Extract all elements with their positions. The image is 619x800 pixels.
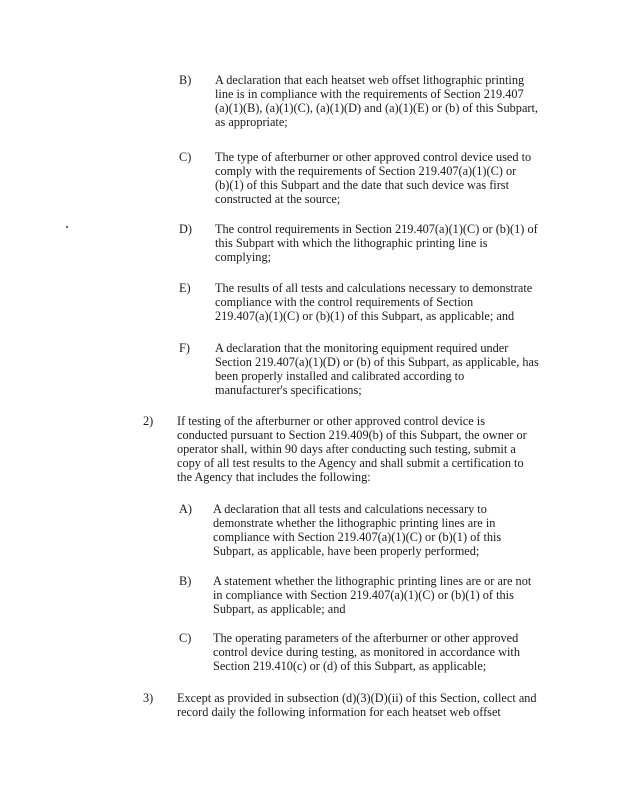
text-line: as appropriate; <box>215 115 288 129</box>
item-label: A) <box>179 502 192 516</box>
text-line: Subpart, as applicable; and <box>213 602 346 616</box>
text-line: The operating parameters of the afterburner or other approved <box>213 631 519 645</box>
text-line: this Subpart with which the lithographic printing line is <box>215 236 488 250</box>
item-label: C) <box>179 631 192 645</box>
item-text <box>215 281 532 323</box>
text-line: 219.407(a)(1)(C) or (b)(1) of this Subpart, as applicable; and <box>215 309 515 323</box>
text-line: (b)(1) of this Subpart and the date that such device was first <box>215 178 510 192</box>
text-line: Section 219.410(c) or (d) of this Subpart, as applicable; <box>213 659 487 673</box>
text-line: Except as provided in subsection (d)(3)(D)(ii) of this Section, collect and <box>177 691 537 705</box>
scan-speck <box>66 226 68 228</box>
item-label: C) <box>179 150 192 164</box>
item-label: B) <box>179 73 192 87</box>
item-label: 3) <box>143 691 154 705</box>
text-line: comply with the requirements of Section 219.407(a)(1)(C) or <box>215 164 517 178</box>
text-line: constructed at the source; <box>215 192 341 206</box>
text-line: A declaration that each heatset web offset lithographic printing <box>215 73 525 87</box>
item-text <box>213 631 520 673</box>
item-text <box>215 150 531 206</box>
item-text <box>213 502 501 558</box>
text-line: line is in compliance with the requirements of Section 219.407 <box>215 87 524 101</box>
text-line: operator shall, within 90 days after conducting such testing, submit a <box>177 442 516 456</box>
item-text <box>215 341 539 397</box>
text-line: Section 219.407(a)(1)(D) or (b) of this Subpart, as applicable, has <box>215 355 539 369</box>
item-label: F) <box>179 341 190 355</box>
text-line: complying; <box>215 250 272 264</box>
text-line: The type of afterburner or other approved control device used to <box>215 150 532 164</box>
text-line: copy of all test results to the Agency and shall submit a certification to <box>177 456 524 470</box>
text-line: conducted pursuant to Section 219.409(b) of this Subpart, the owner or <box>177 428 527 442</box>
text-line: record daily the following information for each heatset web offset <box>177 705 501 719</box>
item-label: E) <box>179 281 191 295</box>
item-text <box>215 222 538 264</box>
text-line: the Agency that includes the following: <box>177 470 371 484</box>
text-line: The results of all tests and calculations necessary to demonstrate <box>215 281 533 295</box>
item-text <box>177 691 537 719</box>
item-text <box>215 73 538 129</box>
text-line: Subpart, as applicable, have been properly performed; <box>213 544 480 558</box>
text-line: been properly installed and calibrated according to <box>215 369 465 383</box>
text-line: A declaration that all tests and calculations necessary to <box>213 502 487 516</box>
item-label: B) <box>179 574 192 588</box>
item-label: 2) <box>143 414 154 428</box>
text-line: If testing of the afterburner or other approved control device is <box>177 414 485 428</box>
text-line: A declaration that the monitoring equipment required under <box>215 341 509 355</box>
item-text <box>213 574 531 616</box>
text-line: The control requirements in Section 219.407(a)(1)(C) or (b)(1) of <box>215 222 538 236</box>
text-line: compliance with Section 219.407(a)(1)(C) or (b)(1) of this <box>213 530 502 544</box>
text-line: in compliance with Section 219.407(a)(1)(C) or (b)(1) of this <box>213 588 514 602</box>
text-line: demonstrate whether the lithographic printing lines are in <box>213 516 496 530</box>
item-label: D) <box>179 222 192 236</box>
text-line: control device during testing, as monitored in accordance with <box>213 645 520 659</box>
text-line: compliance with the control requirements of Section <box>215 295 474 309</box>
text-line: A statement whether the lithographic printing lines are or are not <box>213 574 532 588</box>
text-line: (a)(1)(B), (a)(1)(C), (a)(1)(D) and (a)(1)(E) or (b) of this Subpart, <box>215 101 538 115</box>
item-text <box>177 414 527 484</box>
text-line: manufacturer's specifications; <box>215 383 362 397</box>
